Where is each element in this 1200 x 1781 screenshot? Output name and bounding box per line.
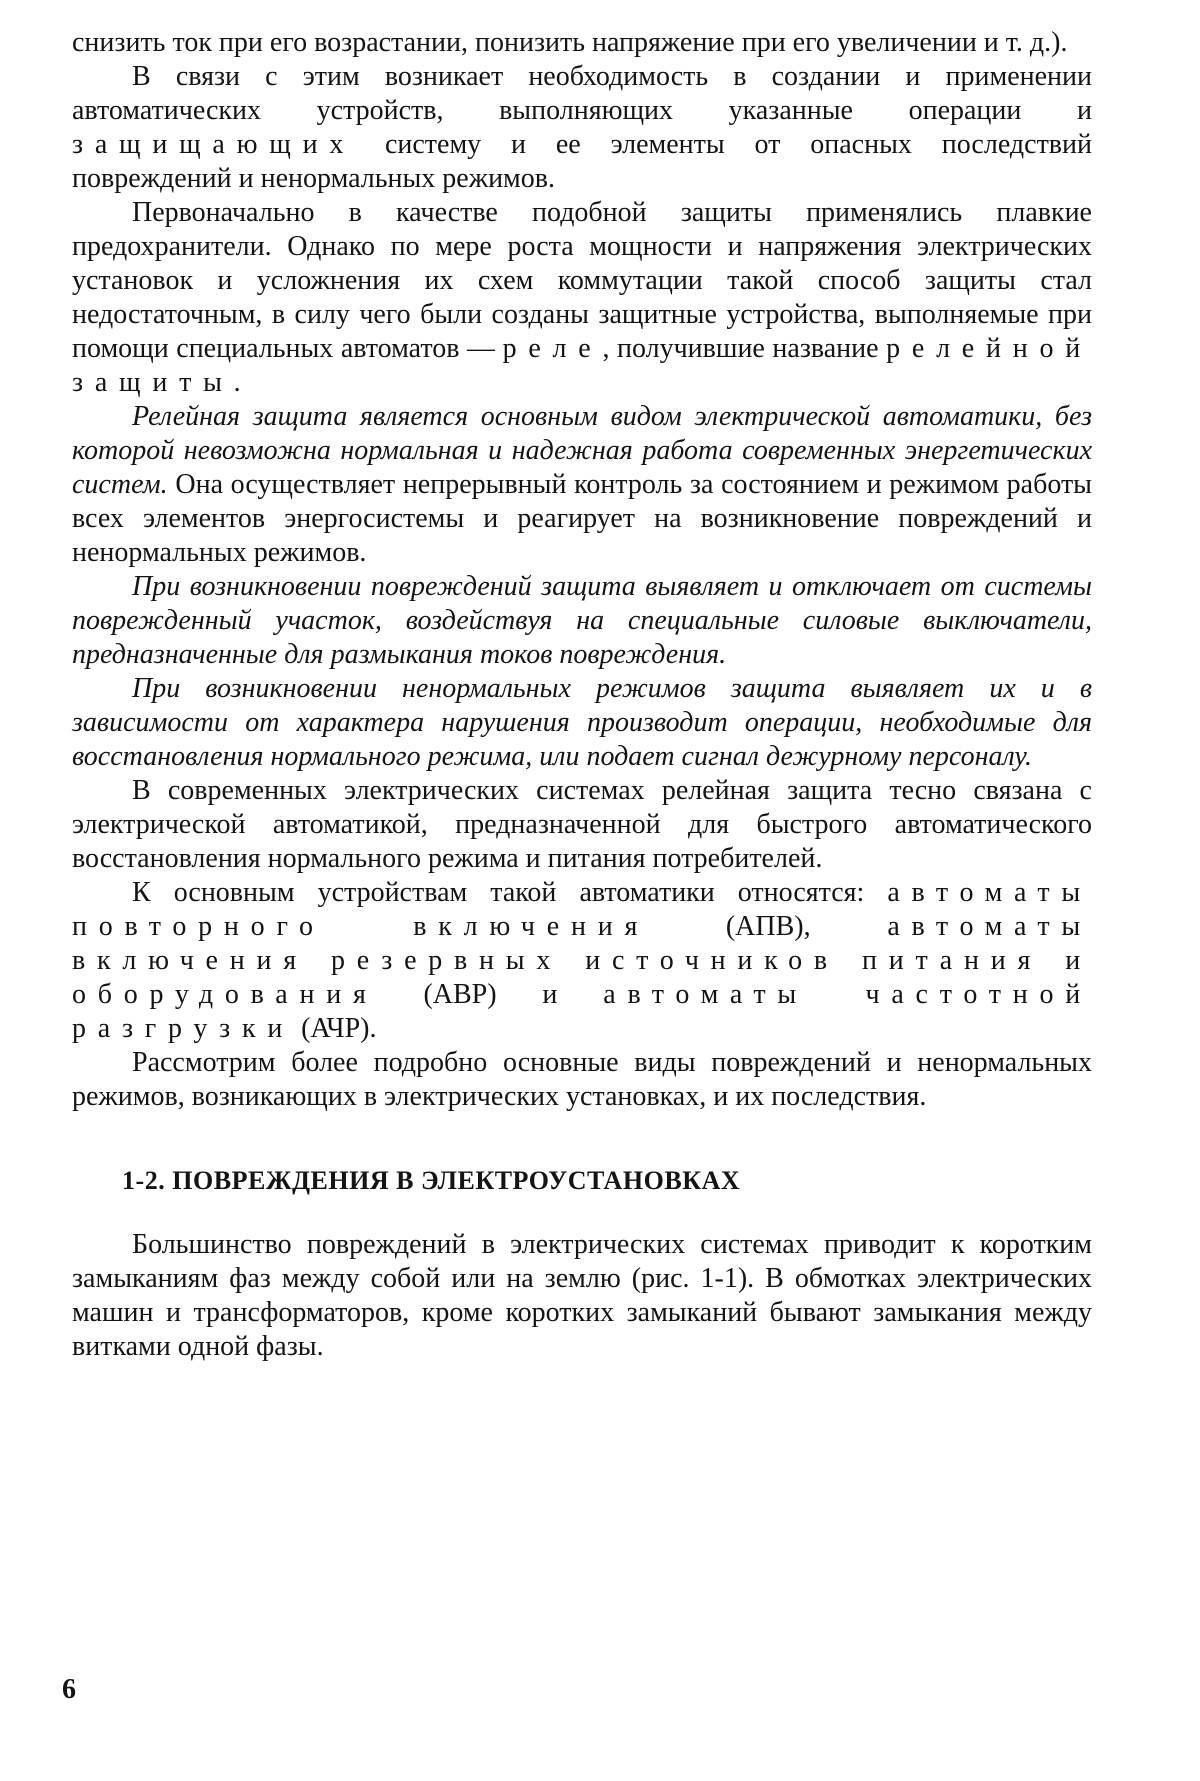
- paragraph-history: [72, 196, 1092, 400]
- paragraph-text: Первоначально в качестве подобной защиты применялись плавкие предохранители. Однако по мере роста мощности и напряжения электрических установок и усложнения их схем коммутации такой способ защиты стал недостаточным, в силу чего были созданы защитные устройства, выполняемые при помощи специальных автоматов —: [72, 197, 1092, 364]
- paragraph-protection-need: [72, 60, 1092, 196]
- spaced-term: автоматы повторного включения: [72, 877, 1092, 942]
- paragraph-faults: [72, 570, 1092, 672]
- spaced-term: автоматы включения резервных источников питания и оборудования: [72, 911, 1092, 1010]
- spaced-term: релейной защиты: [72, 333, 1092, 398]
- paragraph-text: (АЧР).: [294, 1013, 377, 1044]
- paragraph-definition: [72, 400, 1092, 570]
- page-body: [72, 26, 1092, 1364]
- paragraph-automation: [72, 774, 1092, 876]
- paragraph-text: К основным устройствам такой автоматики относятся:: [132, 877, 888, 908]
- paragraph-text: Она осуществляет непрерывный контроль за состоянием и режимом работы всех элементов энергосистемы и реагирует на возникновение повреждений и ненормальных режимов.: [72, 469, 1092, 568]
- paragraph-text: Рассмотрим более подробно основные виды повреждений и ненормальных режимов, возникающих в электрических установках, и их последствия.: [72, 1047, 1092, 1112]
- paragraph-text: .: [233, 367, 241, 398]
- section-heading: 1-2. ПОВРЕЖДЕНИЯ В ЭЛЕКТРОУСТАНОВКАХ: [122, 1166, 741, 1195]
- paragraph-text: В современных электрических системах релейная защита тесно связана с электрической автоматикой, предназначенной для быстрого автоматического восстановления нормального режима и питания потребителей.: [72, 775, 1092, 874]
- italic-statement: Релейная защита является основным видом электрической автоматики, без которой невозможна нормальная и надежная работа современных энергетических систем.: [72, 401, 1092, 500]
- paragraph-overview: [72, 1046, 1092, 1114]
- paragraph-text: , получившие название: [602, 333, 887, 364]
- paragraph-text: В связи с этим возникает необходимость в создании и применении автоматических устройств, выполняющих указанные операции и: [72, 61, 1092, 126]
- italic-statement: При возникновении повреждений защита выявляет и отключает от системы поврежденный участок, воздействуя на специальные силовые выключатели, предназначенные для размыкания токов повреждения.: [72, 571, 1092, 670]
- spaced-term: защищающих: [72, 129, 356, 160]
- paragraph-continuation: [72, 26, 1092, 60]
- paragraph-text: Большинство повреждений в электрических системах приводит к коротким замыканиям фаз между собой или на землю (рис. 1-1). В обмотках электрических машин и трансформаторов, кроме коротких замыканий бывают замыкания между витками одной фазы.: [72, 1229, 1092, 1362]
- paragraph-devices: [72, 876, 1092, 1046]
- paragraph-abnormal-modes: [72, 672, 1092, 774]
- paragraph-short-circuits: [72, 1228, 1092, 1364]
- spaced-term: реле: [502, 333, 603, 364]
- italic-statement: При возникновении ненормальных режимов защита выявляет их и в зависимости от характера нарушения производит операции, необходимые для восстановления нормального режима, или подает сигнал дежурному персоналу.: [72, 673, 1092, 772]
- page-number: 6: [62, 1674, 76, 1705]
- spaced-term: автоматы частотной разгрузки: [72, 979, 1092, 1044]
- paragraph-text: (АВР) и: [377, 979, 604, 1010]
- paragraph-text: снизить ток при его возрастании, понизить напряжение при его увеличении и т. д.).: [72, 27, 1068, 58]
- paragraph-text: систему и ее элементы от опасных последствий повреждений и ненормальных режимов.: [72, 129, 1092, 194]
- paragraph-text: (АПВ),: [649, 911, 888, 942]
